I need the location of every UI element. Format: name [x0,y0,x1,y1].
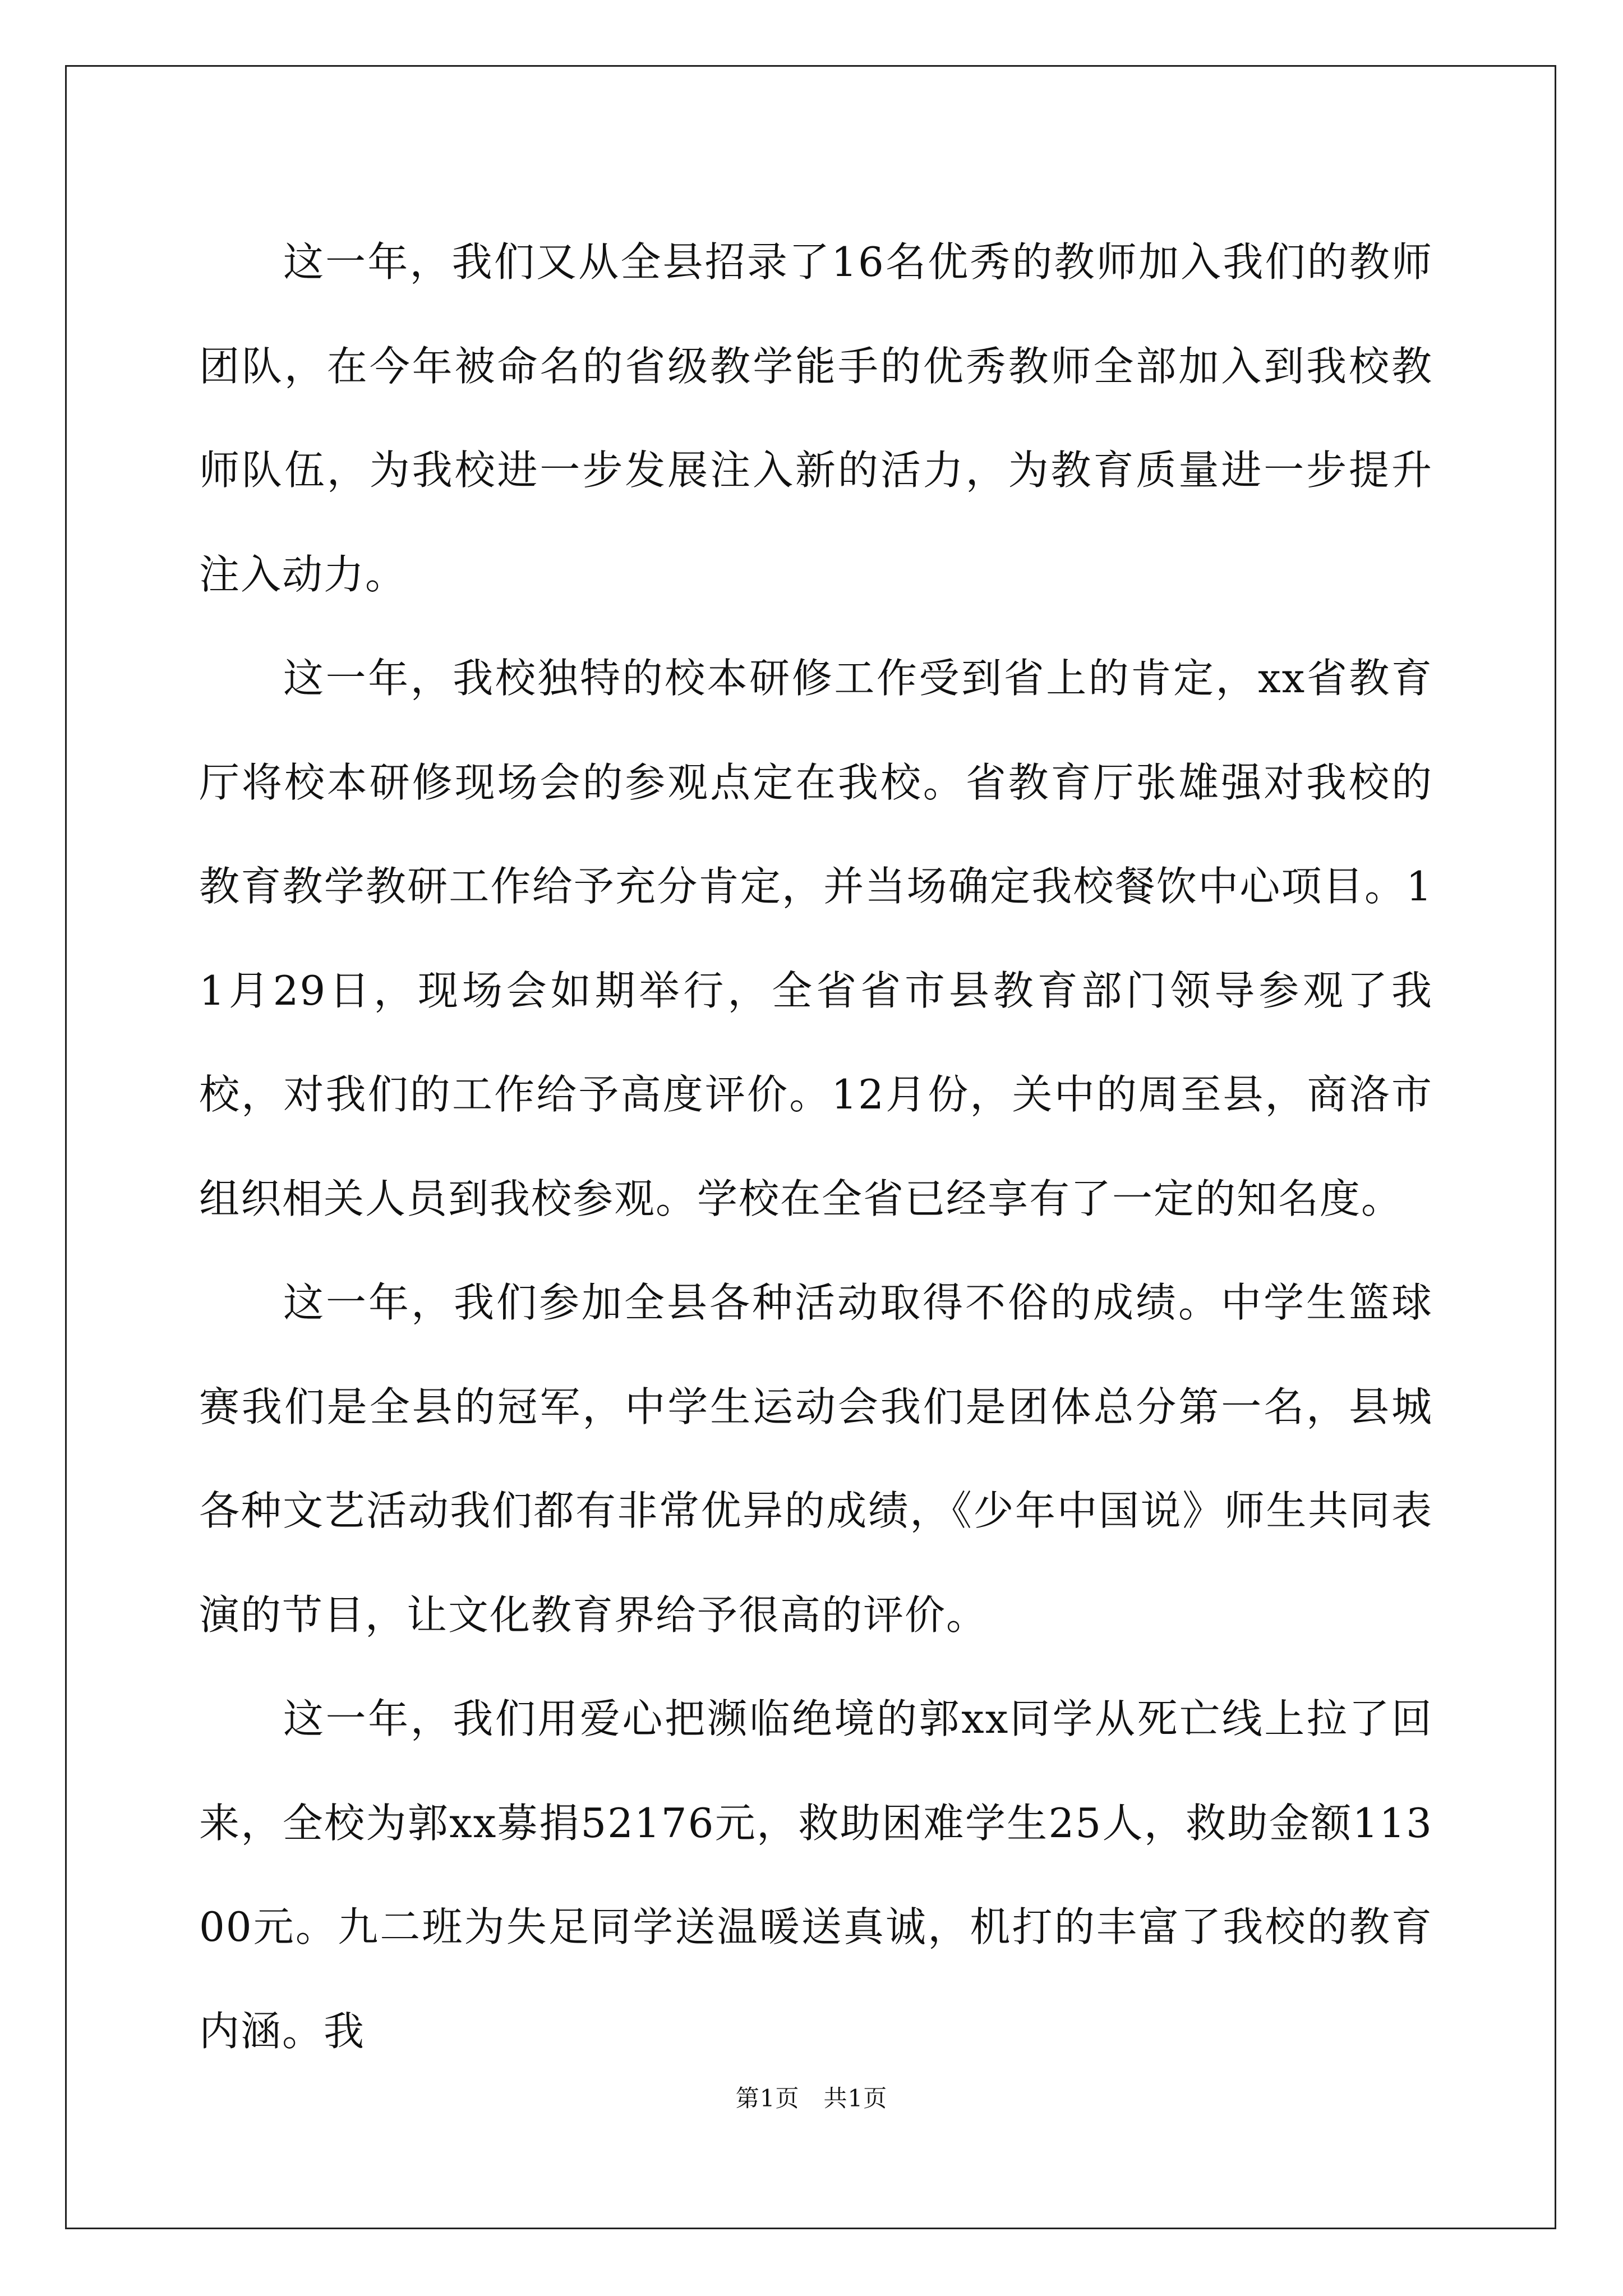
paragraph-4: 这一年，我们用爱心把濒临绝境的郭xx同学从死亡线上拉了回来，全校为郭xx募捐52176元，救助困难学生25人，救助金额11300元。九二班为失足同学送温暖送真诚，机打的丰富了我校的教育内涵。我 [199,1695,1433,2055]
paragraph-2: 这一年，我校独特的校本研修工作受到省上的肯定，xx省教育厅将校本研修现场会的参观点定在我校。省教育厅张雄强对我校的教育教学教研工作给予充分肯定，并当场确定我校餐饮中心项目。11月29日，现场会如期举行，全省省市县教育部门领导参观了我校，对我们的工作给予高度评价。12月份，关中的周至县，商洛市组织相关人员到我校参观。学校在全省已经享有了一定的知名度。 [199,655,1433,1222]
paragraph-3: 这一年，我们参加全县各种活动取得不俗的成绩。中学生篮球赛我们是全县的冠军，中学生运动会我们是团体总分第一名，县城各种文艺活动我们都有非常优异的成绩，《少年中国说》师生共同表演的节目，让文化教育界给予很高的评价。 [199,1279,1433,1639]
document-body [199,210,1433,2083]
page-number-footer: 第1页 共1页 [735,2085,888,2112]
paragraph-1: 这一年，我们又从全县招录了16名优秀的教师加入我们的教师团队，在今年被命名的省级教学能手的优秀教师全部加入到我校教师队伍，为我校进一步发展注入新的活力，为教育质量进一步提升注入动力。 [199,238,1433,598]
